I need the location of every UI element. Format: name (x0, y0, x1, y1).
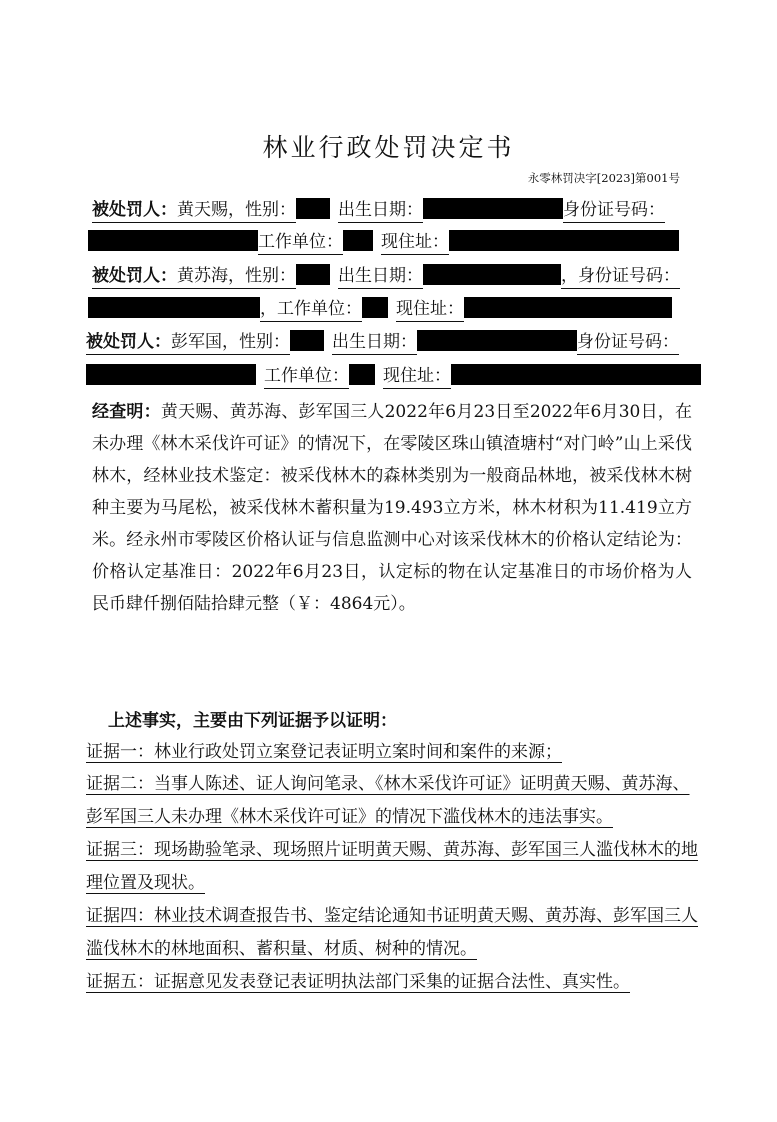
evidence-text: 证据意见发表登记表证明执法部门采集的证据合法性、真实性。 (154, 972, 630, 992)
redaction (343, 230, 373, 251)
id-label: ，身份证号码： (561, 266, 680, 289)
evidence-item-2 (86, 768, 698, 834)
work-label: 工作单位： (258, 232, 343, 255)
gender-label: ，性别： (228, 266, 296, 289)
document-number: 永零林罚决字[2023]第001号 (527, 171, 680, 185)
redaction (86, 364, 256, 385)
evidence-heading: 上述事实，主要由下列证据予以证明： (108, 711, 397, 731)
redaction (451, 364, 701, 385)
evidence-text: 现场勘验笔录、现场照片证明黄天赐、黄苏海、彭军国三人滥伐林木的地理位置及现状。 (86, 840, 698, 893)
gender-label: ，性别： (222, 332, 290, 355)
findings-paragraph (92, 396, 692, 620)
birth-label: 出生日期： (338, 266, 423, 289)
redaction (423, 264, 561, 285)
id-label: 身份证号码： (563, 200, 665, 223)
evidence-item-3 (86, 834, 698, 900)
redaction (449, 230, 679, 251)
work-label: 工作单位： (264, 366, 349, 389)
party-3-line-2 (86, 364, 701, 386)
work-label: ，工作单位： (260, 299, 362, 322)
party-3-line-1 (86, 330, 679, 352)
party-name: 黄天赐 (177, 200, 228, 223)
party-2-line-2 (88, 297, 672, 319)
birth-label: 出生日期： (332, 332, 417, 355)
redaction (88, 230, 258, 251)
evidence-item-1 (86, 736, 698, 769)
party-2-line-1 (92, 264, 680, 286)
document-title: 林业行政处罚决定书 (262, 133, 515, 162)
redaction (362, 297, 388, 318)
party-1-line-1 (92, 198, 665, 220)
address-label: 现住址： (383, 366, 451, 389)
birth-label: 出生日期： (338, 200, 423, 223)
findings-text: 黄天赐、黄苏海、彭军国三人2022年6月23日至2022年6月30日，在未办理《林木采伐许可证》的情况下，在零陵区珠山镇渣塘村“对门岭”山上采伐林木，经林业技术鉴定：被采伐林木的森林类别为一般商品林地，被采伐林木树种主要为马尾松，被采伐林木蓄积量为19.493立方米，林木材积为11.419立方米。经永州市零陵区价格认证与信息监测中心对该采伐林木的价格认定结论为：价格认定基准日：2022年6月23日，认定标的物在认定基准日的市场价格为人民币肆仟捌佰陆拾肆元整（￥：4864元）。 (92, 402, 693, 614)
redaction (417, 330, 577, 351)
evidence-label: 证据五： (86, 972, 154, 992)
party-name: 彭军国 (171, 332, 222, 355)
party-1-line-2 (88, 230, 679, 252)
redaction (423, 198, 563, 219)
redaction (290, 330, 324, 351)
evidence-label: 证据一： (86, 742, 154, 762)
party-label: 被处罚人： (86, 332, 171, 355)
redaction (296, 264, 330, 285)
evidence-item-4 (86, 900, 698, 966)
redaction (464, 297, 672, 318)
party-name: 黄苏海 (177, 266, 228, 289)
evidence-label: 证据四： (86, 906, 154, 926)
evidence-item-5 (86, 966, 698, 999)
gender-label: ，性别： (228, 200, 296, 223)
evidence-label: 证据三： (86, 840, 154, 860)
evidence-text: 林业技术调查报告书、鉴定结论通知书证明黄天赐、黄苏海、彭军国三人滥伐林木的林地面积、蓄积量、材质、树种的情况。 (86, 906, 698, 959)
redaction (88, 297, 260, 318)
evidence-label: 证据二： (86, 774, 154, 794)
party-label: 被处罚人： (92, 200, 177, 223)
address-label: 现住址： (396, 299, 464, 322)
redaction (349, 364, 375, 385)
findings-label: 经查明： (92, 402, 161, 422)
party-label: 被处罚人： (92, 266, 177, 289)
address-label: 现住址： (381, 232, 449, 255)
redaction (296, 198, 330, 219)
id-label: 身份证号码： (577, 332, 679, 355)
evidence-text: 林业行政处罚立案登记表证明立案时间和案件的来源； (154, 742, 562, 762)
evidence-text: 当事人陈述、证人询问笔录、《林木采伐许可证》证明黄天赐、黄苏海、彭军国三人未办理《林木采伐许可证》的情况下滥伐林木的违法事实。 (86, 774, 690, 827)
